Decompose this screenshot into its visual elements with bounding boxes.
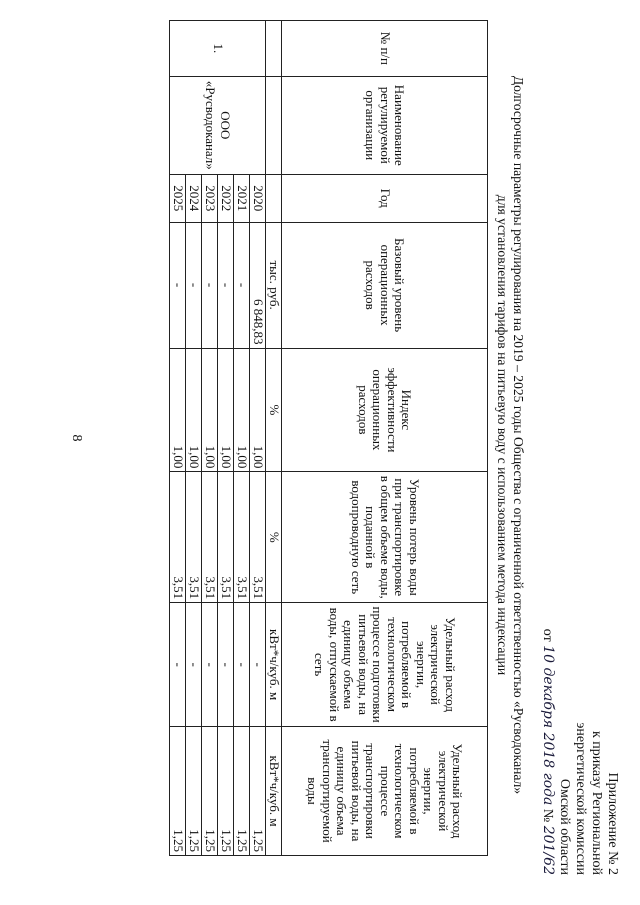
cell-base: - xyxy=(234,222,250,348)
cell-base: - xyxy=(186,222,202,348)
unit-spec1: кВт*ч/куб. м xyxy=(266,603,282,727)
cell-index: 1,00 xyxy=(234,348,250,472)
cell-spec1: - xyxy=(186,603,202,727)
cell-spec2: 1,25 xyxy=(234,727,250,856)
handwritten-date: 10 декабря 2018 года xyxy=(540,645,556,806)
number-prefix: № xyxy=(540,808,555,823)
cell-base: - xyxy=(218,222,234,348)
col-header-num: № п/п xyxy=(282,21,488,77)
cell-spec2: 1,25 xyxy=(170,727,186,856)
cell-year: 2021 xyxy=(234,174,250,222)
parameters-table xyxy=(169,20,488,856)
order-date-line xyxy=(539,629,556,875)
cell-loss: 3,51 xyxy=(186,472,202,603)
unit-loss: % xyxy=(266,472,282,603)
table-header-row xyxy=(282,21,488,856)
cell-loss: 3,51 xyxy=(202,472,218,603)
col-header-loss: Уровень потерь воды при транспортировке в общем объеме воды, поданной в водопроводную сеть xyxy=(282,472,488,603)
col-header-index: Индекс эффективности операционных расходов xyxy=(282,348,488,472)
region-name: Омской области xyxy=(557,778,572,875)
units-row xyxy=(266,21,282,856)
cell-loss: 3,51 xyxy=(250,472,266,603)
cell-year: 2024 xyxy=(186,174,202,222)
cell-spec1: - xyxy=(170,603,186,727)
cell-year: 2023 xyxy=(202,174,218,222)
col-header-spec1: Удельный расход электрической энергии, потребляемой в технологическом процессе подготовки питьевой воды, на единицу объема воды, отпускаемой в сеть xyxy=(282,603,488,727)
cell-year: 2020 xyxy=(250,174,266,222)
cell-spec2: 1,25 xyxy=(218,727,234,856)
cell-base: - xyxy=(202,222,218,348)
document-subtitle: для установления тарифов на питьевую воду с использованием метода индексации xyxy=(495,194,510,676)
org-number: 1. xyxy=(170,21,266,77)
cell-spec2: 1,25 xyxy=(250,727,266,856)
cell-loss: 3,51 xyxy=(218,472,234,603)
cell-base: - xyxy=(170,222,186,348)
cell-index: 1,00 xyxy=(250,348,266,472)
cell-spec2: 1,25 xyxy=(186,727,202,856)
handwritten-number: 201/62 xyxy=(540,825,556,875)
cell-loss: 3,51 xyxy=(234,472,250,603)
col-header-spec2: Удельный расход электрической энергии, потребляемой в технологическом процессе транспортировки питьевой воды, на единицу объема транспортируемой воды xyxy=(282,727,488,856)
cell-index: 1,00 xyxy=(170,348,186,472)
cell-spec1: - xyxy=(202,603,218,727)
cell-spec2: 1,25 xyxy=(202,727,218,856)
cell-index: 1,00 xyxy=(186,348,202,472)
commission-name: энергетической комиссии xyxy=(573,722,588,875)
cell-index: 1,00 xyxy=(218,348,234,472)
cell-index: 1,00 xyxy=(202,348,218,472)
cell-spec1: - xyxy=(234,603,250,727)
col-header-year: Год xyxy=(282,174,488,222)
document-title: Долгосрочные параметры регулирования на 2019 – 2025 годы Общества с ограниченной ответственностью «Русводоканал» xyxy=(511,75,526,795)
table-row xyxy=(250,21,266,856)
col-header-org: Наименование регулируемой организации xyxy=(282,76,488,174)
date-prefix: от xyxy=(540,628,555,642)
unit-index: % xyxy=(266,348,282,472)
unit-base: тыс. руб. xyxy=(266,222,282,348)
appendix-header xyxy=(539,629,620,875)
cell-spec1: - xyxy=(218,603,234,727)
page-number: 8 xyxy=(69,434,84,442)
cell-year: 2025 xyxy=(170,174,186,222)
cell-base: 6 848,83 xyxy=(250,222,266,348)
order-reference: к приказу Региональной xyxy=(589,730,604,875)
unit-spec2: кВт*ч/куб. м xyxy=(266,727,282,856)
cell-spec1: - xyxy=(250,603,266,727)
cell-loss: 3,51 xyxy=(170,472,186,603)
org-name: ООО «Русводоканал» xyxy=(170,76,266,174)
cell-year: 2022 xyxy=(218,174,234,222)
appendix-number: Приложение № 2 xyxy=(605,772,620,875)
col-header-base: Базовый уровень операционных расходов xyxy=(282,222,488,348)
